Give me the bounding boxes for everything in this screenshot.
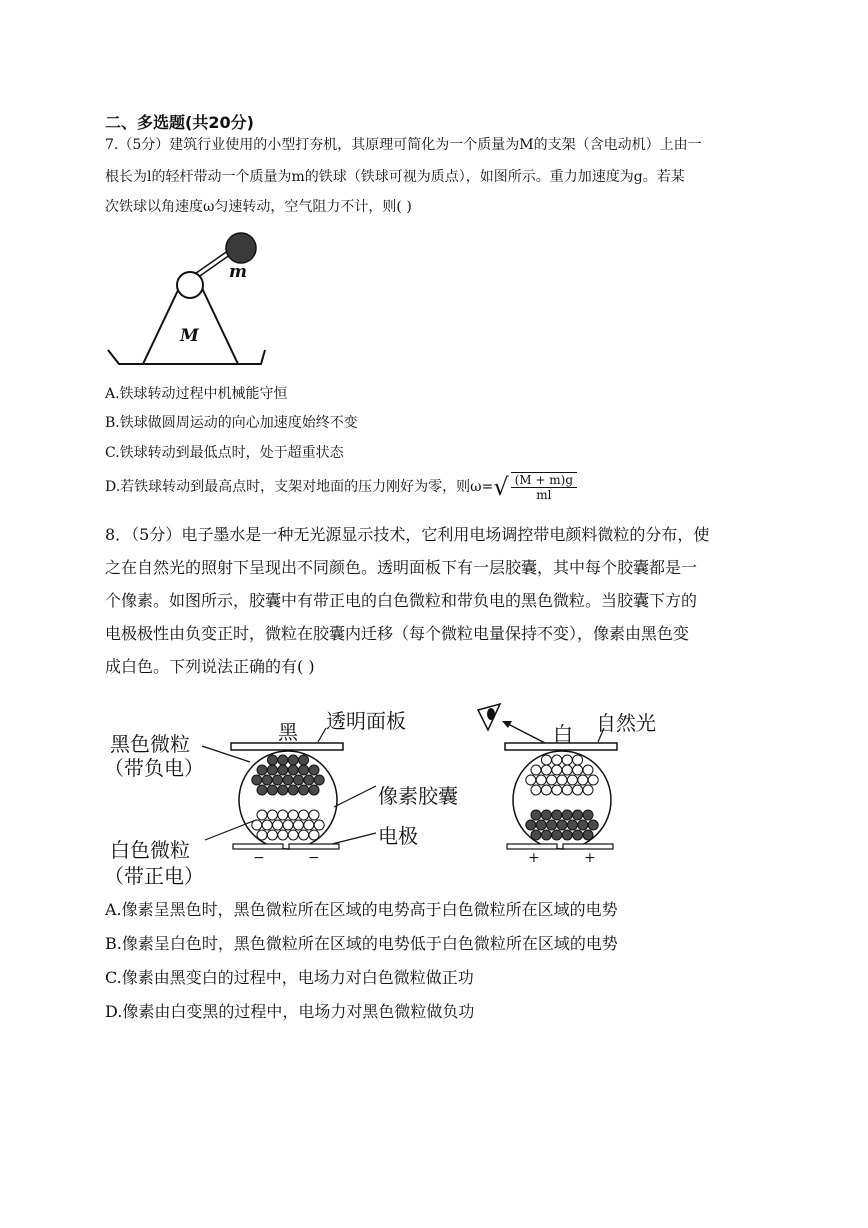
q8-stem-line-3: 个像素。如图所示，胶囊中有带正电的白色微粒和带负电的黑色微粒。当胶囊下方的	[105, 591, 698, 610]
q7-option-a: A.铁球转动过程中机械能守恒	[105, 386, 288, 402]
black-particle	[288, 785, 298, 795]
white-particle	[573, 755, 583, 765]
q8-option-d: D.像素由白变黑的过程中，电场力对黑色微粒做负功	[105, 1002, 475, 1021]
white-particle	[552, 785, 562, 795]
q7-stem-line-1: 7.（5分）建筑行业使用的小型打夯机，其原理可简化为一个质量为M的支架（含电动机）上由一	[105, 137, 702, 153]
transparent-panel-label: 透明面板	[326, 709, 406, 733]
q7-option-d	[105, 472, 577, 502]
white-particle	[267, 810, 277, 820]
black-particle	[562, 810, 572, 820]
white-particle-label: 白色微粒	[110, 838, 190, 862]
section-title: 二、多选题(共20分)	[105, 113, 254, 132]
white-particle	[552, 755, 562, 765]
white-particle	[531, 785, 541, 795]
eye-icon	[478, 704, 500, 730]
black-particle-label: 黑色微粒	[110, 732, 190, 756]
black-particle	[278, 765, 288, 775]
white-particle	[257, 830, 267, 840]
negative-charge-label: （带负电）	[104, 756, 204, 780]
black-particle	[526, 820, 536, 830]
white-particle	[552, 765, 562, 775]
black-particle	[541, 810, 551, 820]
white-particle	[304, 820, 314, 830]
black-particle	[267, 765, 277, 775]
white-particle	[299, 810, 309, 820]
black-particle	[288, 765, 298, 775]
black-particle	[547, 820, 557, 830]
black-particle	[299, 755, 309, 765]
white-particle	[573, 785, 583, 795]
q7-option-c: C.铁球转动到最低点时，处于超重状态	[105, 445, 344, 461]
black-particle	[257, 765, 267, 775]
white-particle	[573, 765, 583, 775]
white-particle	[541, 785, 551, 795]
white-particle	[309, 810, 319, 820]
black-particle	[552, 830, 562, 840]
black-particle	[262, 775, 272, 785]
electrode-minus-left: −	[253, 850, 265, 866]
white-particle	[567, 775, 577, 785]
q8-option-a: A.像素呈黑色时，黑色微粒所在区域的电势高于白色微粒所在区域的电势	[105, 900, 618, 919]
black-particle	[531, 830, 541, 840]
black-particle	[309, 785, 319, 795]
black-particle	[278, 755, 288, 765]
black-particle	[583, 830, 593, 840]
electrode-plus-right: +	[584, 850, 596, 866]
white-particle	[262, 820, 272, 830]
q8-stem-line-1: 8．（5分）电子墨水是一种无光源显示技术，它利用电场调控带电颜料微粒的分布，使	[105, 525, 710, 544]
electrode-minus-right: −	[308, 850, 320, 866]
q8-stem-line-5: 成白色。下列说法正确的有( )	[105, 657, 315, 676]
black-particle	[552, 810, 562, 820]
white-particle	[541, 765, 551, 775]
white-state-label: 白	[553, 722, 573, 746]
fraction	[511, 473, 577, 502]
black-particle	[304, 775, 314, 785]
q7-option-b: B.铁球做圆周运动的向心加速度始终不变	[105, 415, 358, 431]
white-particle	[541, 755, 551, 765]
mass-m-label: m	[229, 262, 247, 282]
fraction-denominator: ml	[536, 488, 552, 502]
black-particle	[288, 755, 298, 765]
black-particle	[314, 775, 324, 785]
white-particle	[557, 775, 567, 785]
black-particle	[562, 830, 572, 840]
white-particle	[314, 820, 324, 830]
black-particle	[531, 810, 541, 820]
pixel-capsule-label: 像素胶囊	[378, 784, 458, 808]
black-particle	[567, 820, 577, 830]
black-particle	[309, 765, 319, 775]
black-particle	[299, 765, 309, 775]
black-particle	[541, 830, 551, 840]
white-particle	[588, 775, 598, 785]
white-particle	[283, 820, 293, 830]
q7-stem-line-3: 次铁球以角速度ω匀速转动，空气阻力不计，则( )	[105, 199, 412, 215]
mass-M-label: M	[180, 326, 199, 346]
electrode-plus-left: +	[528, 850, 540, 866]
black-particle	[578, 820, 588, 830]
white-particle	[526, 775, 536, 785]
black-particle	[257, 785, 267, 795]
white-particle	[288, 810, 298, 820]
black-particle	[536, 820, 546, 830]
white-particle	[531, 765, 541, 775]
black-particle	[588, 820, 598, 830]
black-particle	[283, 775, 293, 785]
black-particle	[573, 830, 583, 840]
black-particle	[557, 820, 567, 830]
black-state-label: 黑	[278, 720, 298, 744]
white-particle	[278, 810, 288, 820]
fraction-numerator: (M + m)g	[511, 473, 577, 488]
black-particle	[267, 755, 277, 765]
tamper-machine-figure	[105, 228, 275, 373]
q8-option-c: C.像素由黑变白的过程中，电场力对白色微粒做正功	[105, 968, 474, 987]
white-particle	[562, 755, 572, 765]
white-particle	[267, 830, 277, 840]
black-particle	[299, 785, 309, 795]
black-particle	[267, 785, 277, 795]
white-particle	[309, 830, 319, 840]
white-particle	[257, 810, 267, 820]
electrode-label: 电极	[378, 824, 418, 848]
positive-charge-label: （带正电）	[104, 864, 204, 888]
q7-option-d-text: D.若铁球转动到最高点时，支架对地面的压力刚好为零，则ω=	[105, 479, 494, 495]
white-particle	[299, 830, 309, 840]
natural-light-label: 自然光	[596, 711, 656, 735]
q7-stem-line-2: 根长为l的轻杆带动一个质量为m的铁球（铁球可视为质点），如图所示。重力加速度为g。若某	[105, 169, 685, 185]
white-particle	[578, 775, 588, 785]
black-particle	[273, 775, 283, 785]
white-particle	[562, 785, 572, 795]
white-particle	[583, 785, 593, 795]
sqrt-symbol: √	[493, 473, 509, 501]
black-particle	[293, 775, 303, 785]
white-particle	[583, 765, 593, 775]
white-particle	[293, 820, 303, 830]
white-particle	[288, 830, 298, 840]
q8-option-b: B.像素呈白色时，黑色微粒所在区域的电势低于白色微粒所在区域的电势	[105, 934, 618, 953]
q8-stem-line-2: 之在自然光的照射下呈现出不同颜色。透明面板下有一层胶囊，其中每个胶囊都是一	[105, 558, 698, 577]
white-particle	[536, 775, 546, 785]
white-particle	[273, 820, 283, 830]
q8-stem-line-4: 电极极性由负变正时，微粒在胶囊内迁移（每个微粒电量保持不变），像素由黑色变	[105, 624, 690, 643]
black-particle	[252, 775, 262, 785]
black-particle	[583, 810, 593, 820]
black-particle	[278, 785, 288, 795]
sqrt-radicand	[511, 472, 577, 502]
white-particle	[562, 765, 572, 775]
white-particle	[278, 830, 288, 840]
white-particle	[547, 775, 557, 785]
black-particle	[573, 810, 583, 820]
